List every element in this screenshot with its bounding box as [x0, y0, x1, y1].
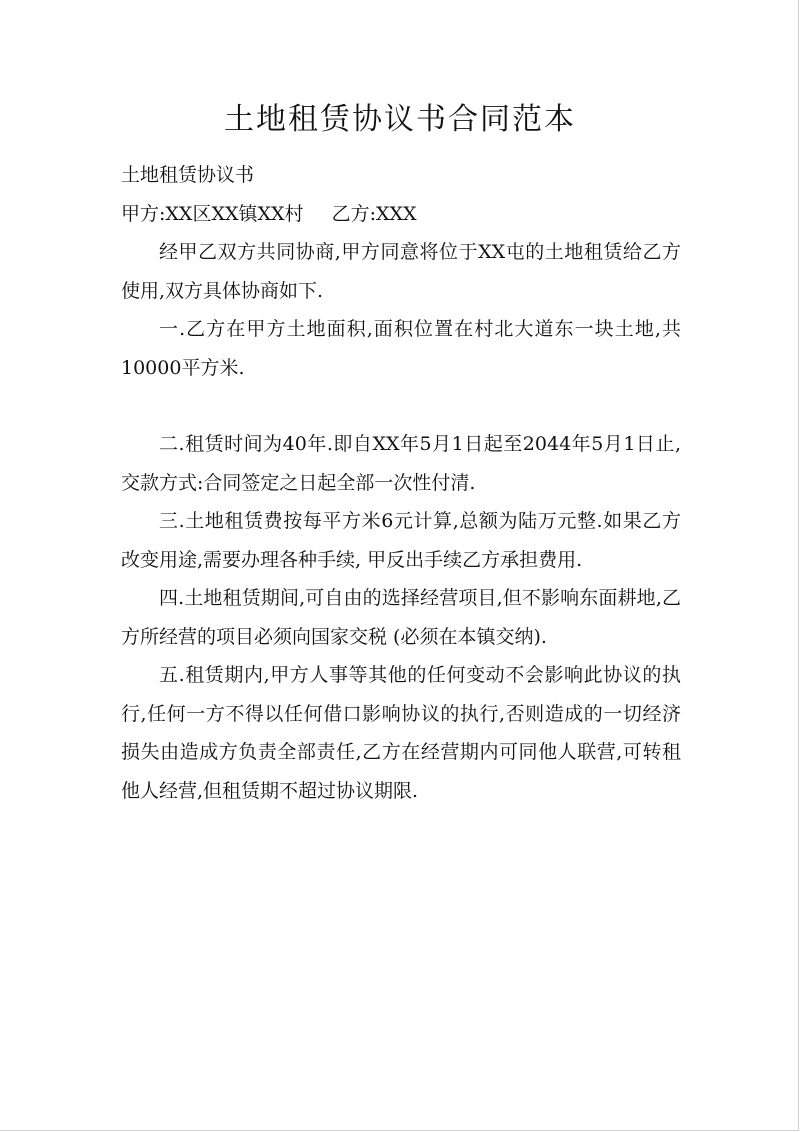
intro-paragraph: 经甲乙双方共同协商,甲方同意将位于XX屯的土地租赁给乙方使用,双方具体协商如下. — [121, 241, 681, 302]
clause-5: 五.租赁期内,甲方人事等其他的任何变动不会影响此协议的执行,任何一方不得以任何借口影响协议的执行,否则造成的一切经济损失由造成方负责全部责任,乙方在经营期内可同他人联营,可转租他人经营,但租赁期不超过协议期限. — [121, 664, 681, 802]
paragraph-gap — [121, 387, 681, 425]
party-a: 甲方:XX区XX镇XX村 — [121, 202, 304, 225]
party-b: 乙方:XXX — [331, 202, 417, 225]
clause-1: 一.乙方在甲方土地面积,面积位置在村北大道东一块土地,共10000平方米. — [121, 318, 681, 379]
document-subtitle: 土地租赁协议书 — [121, 164, 255, 186]
document-title: 土地租赁协议书合同范本 — [224, 102, 576, 137]
document-body — [121, 156, 681, 810]
clause-4: 四.土地租赁期间,可自由的选择经营项目,但不影响东面耕地,乙方所经营的项目必须向国家交税 (必须在本镇交纳). — [121, 587, 681, 648]
parties-line — [121, 195, 681, 234]
clause-3: 三.土地租赁费按每平方米6元计算,总额为陆万元整.如果乙方改变用途,需要办理各种手续, 甲反出手续乙方承担费用. — [121, 510, 681, 571]
clause-2: 二.租赁时间为40年.即自XX年5月1日起至2044年5月1日止, 交款方式:合同签定之日起全部一次性付清. — [121, 433, 681, 494]
